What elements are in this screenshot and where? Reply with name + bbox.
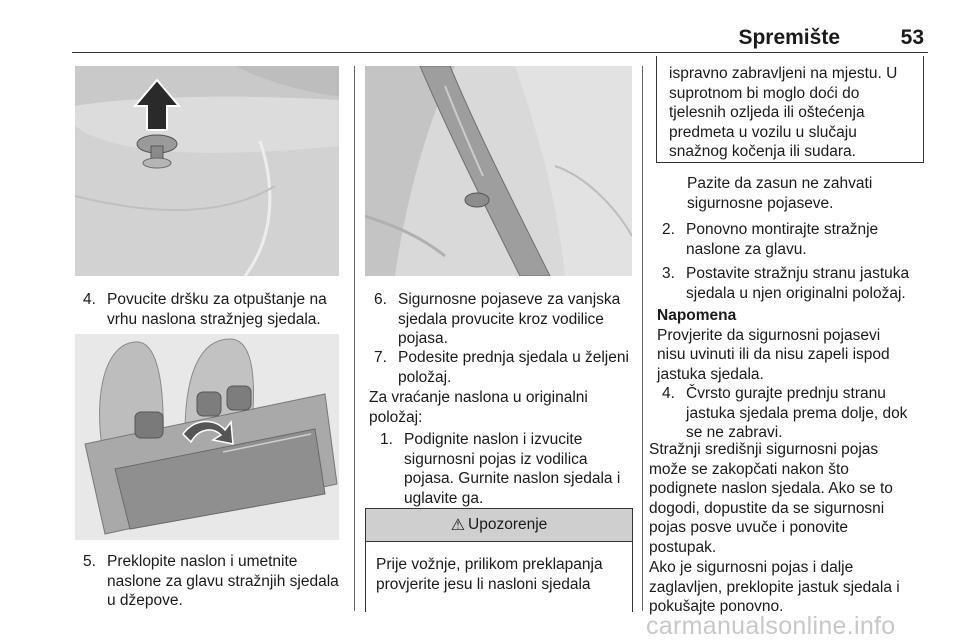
text-line: sigurnosni pojas iz vodilica (404, 450, 588, 468)
list-number: 7. (374, 349, 387, 366)
headrest-release-drawing (75, 66, 339, 276)
text-line: postupak. (649, 538, 717, 556)
text-line: Za vraćanje naslona u originalni (369, 389, 588, 406)
text-line: položaj. (398, 368, 452, 386)
paragraph (649, 558, 929, 617)
warning-box (365, 508, 633, 612)
text-line: se ne zabravi. (686, 424, 783, 441)
column-divider-left (354, 66, 355, 611)
list-item (380, 430, 636, 510)
text-line: Ponovno montirajte stražnje (686, 221, 879, 238)
text-line: Provjerite da sigurnosni pojasevi (657, 326, 881, 344)
list-item (83, 290, 345, 330)
text-line: dogodi, dopustite da se sigurnosni (649, 499, 885, 517)
warning-box-continued (656, 56, 924, 163)
text-line: provjerite jesu li nasloni sjedala (376, 575, 591, 593)
list-number: 3. (662, 265, 675, 282)
warning-title: Upozorenje (468, 516, 548, 533)
warning-icon: ⚠ (450, 517, 466, 534)
seatbelt-guide-drawing (365, 66, 632, 276)
note-title: Napomena (657, 307, 737, 324)
text-line: Pazite da zasun ne zahvati (687, 175, 873, 192)
text-line: može se zakopčati nakon što (649, 460, 849, 478)
text-line: nisu uvinuti ili da nisu zapeli ispod (657, 346, 890, 363)
text-line: zaglavljen, preklopite jastuk sjedala i (649, 578, 900, 596)
text-line: Prije vožnje, prilikom preklapanja (376, 556, 603, 573)
list-number: 5. (83, 553, 96, 570)
paragraph (369, 388, 635, 427)
list-item (374, 290, 636, 350)
text-line: Ako je sigurnosni pojas i dalje (649, 559, 854, 576)
list-number: 6. (374, 291, 387, 308)
list-number: 4. (83, 291, 96, 308)
watermark: carmanualsonline.info (646, 612, 896, 640)
text-line: naslone za glavu stražnjih sjedala (107, 572, 339, 590)
text-line: sigurnosne pojaseve. (687, 194, 834, 212)
list-number: 4. (662, 385, 675, 402)
headrest-release-illustration (75, 66, 339, 276)
text-line: Čvrsto gurajte prednju stranu (686, 385, 886, 402)
list-item (662, 220, 924, 260)
list-item (374, 348, 636, 388)
paragraph (687, 174, 927, 213)
text-line: pokušajte ponovno. (649, 598, 784, 615)
text-line: ispravno zabravljeni na mjestu. U (669, 65, 898, 82)
list-item (83, 552, 345, 612)
column-divider-right (642, 66, 643, 611)
text-line: predmeta u vozilu u slučaju (669, 123, 857, 141)
paragraph (649, 440, 929, 557)
text-line: naslone za glavu. (686, 240, 807, 258)
text-line: tjelesnih ozljeda ili oštećenja (669, 104, 865, 121)
list-item (662, 264, 924, 304)
text-line: sjedala provucite kroz vodilice (398, 310, 604, 328)
warning-header (366, 509, 632, 542)
text-line: jastuka sjedala prema dolje, dok (686, 404, 908, 422)
page-number: 53 (900, 26, 924, 49)
text-line: pojas posve uvuče i ponovite (649, 519, 849, 536)
text-line: Povucite dršku za otpuštanje na (107, 291, 327, 308)
text-line: Preklopite naslon i umetnite (107, 553, 298, 570)
text-line: uglavite ga. (404, 489, 484, 507)
seatbelt-guide-illustration (365, 66, 632, 276)
text-line: vrhu naslona stražnjeg sjedala. (107, 310, 321, 328)
text-line: sjedala u njen originalni položaj. (686, 284, 906, 302)
text-line: jastuka sjedala. (657, 365, 764, 383)
text-line: podignete naslon sjedala. Ako se to (649, 480, 893, 497)
list-number: 2. (662, 221, 675, 238)
text-line: u džepove. (107, 592, 183, 609)
text-line: položaj: (369, 408, 423, 426)
text-line: Postavite stražnju stranu jastuka (686, 265, 910, 282)
section-title: Spremište (738, 26, 840, 49)
text-line: Podesite prednja sjedala u željeni (398, 349, 629, 366)
text-line: pojasa. Gurnite naslon sjedala i (404, 470, 621, 487)
text-line: Sigurnosne pojaseve za vanjska (398, 291, 621, 308)
page-header (72, 22, 928, 53)
text-line: Stražnji središnji sigurnosni pojas (649, 441, 879, 458)
warning-text (376, 555, 626, 594)
folded-seat-drawing (75, 334, 339, 540)
list-number: 1. (380, 431, 393, 448)
note-block (657, 306, 927, 384)
warning-text-continued (669, 64, 919, 162)
text-line: Podignite naslon i izvucite (404, 431, 583, 448)
folded-seat-illustration (75, 334, 339, 540)
list-item (662, 384, 924, 444)
text-line: pojasa. (398, 330, 448, 347)
text-line: snažnog kočenja ili sudara. (669, 143, 856, 160)
text-line: suprotnom bi moglo doći do (669, 84, 860, 102)
